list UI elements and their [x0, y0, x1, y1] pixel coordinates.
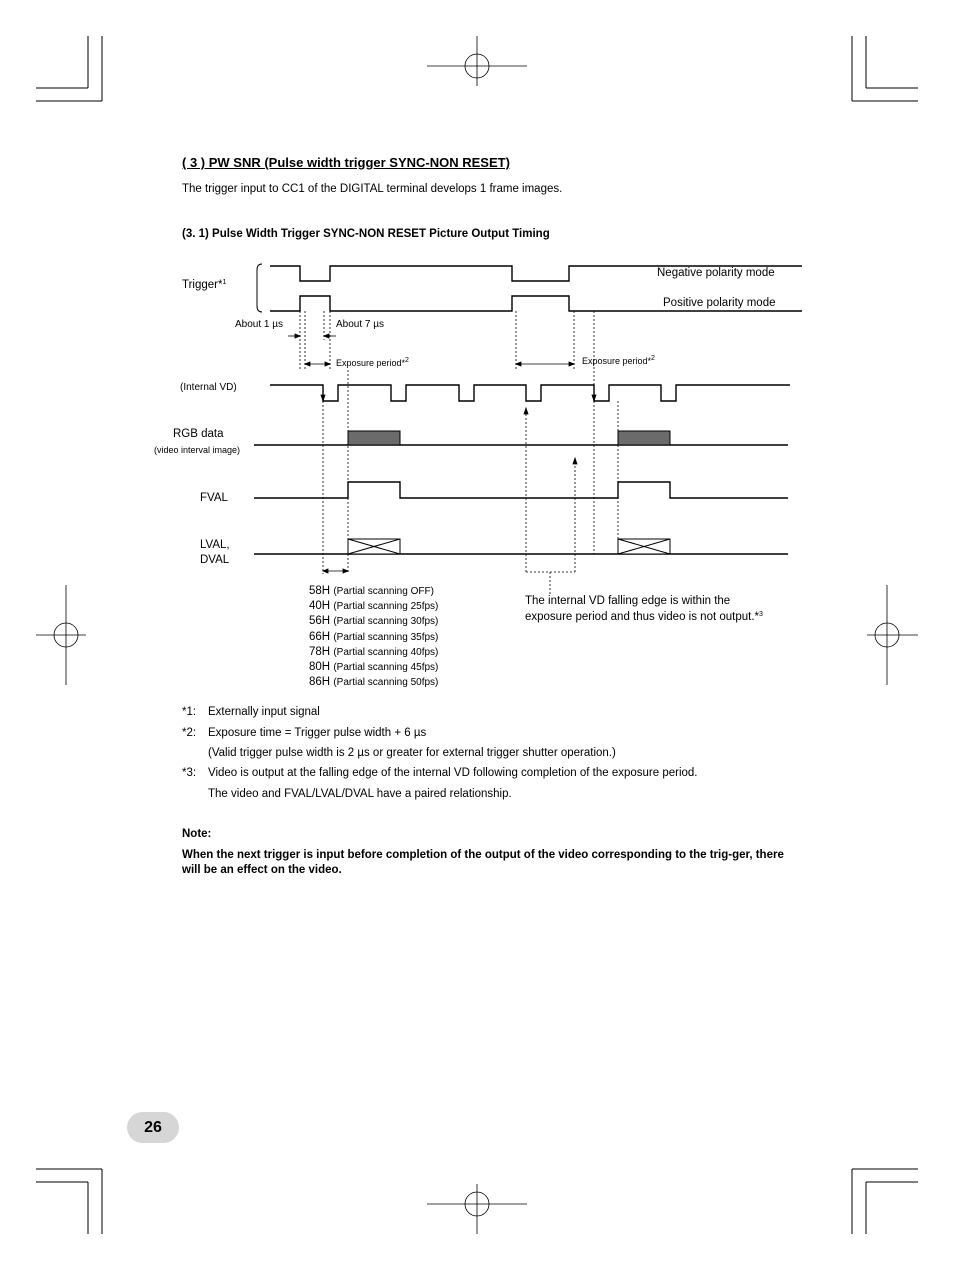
fval-label: FVAL: [200, 492, 228, 504]
scan-row: 66H (Partial scanning 35fps): [309, 630, 439, 643]
footnote-2: *2:: [182, 727, 197, 739]
page-number: 26: [127, 1112, 179, 1143]
trigger-label: Trigger*$^1$: [182, 279, 227, 291]
scan-row: 56H (Partial scanning 30fps): [309, 615, 439, 628]
dval-label: DVAL: [200, 554, 230, 566]
fval-waveform: [254, 482, 788, 498]
rgb-block-2: [618, 431, 670, 445]
subsection-title: (3. 1) Pulse Width Trigger SYNC-NON RESET Picture Output Timing: [182, 228, 550, 240]
arrows: [288, 334, 596, 573]
rgb-block-1: [348, 431, 400, 445]
rgb-data-label: RGB data: [173, 428, 224, 440]
registration-targets: [36, 36, 918, 1234]
footnote-2-cont: (Valid trigger pulse width is 2 µs or greater for external trigger shutter operation.): [208, 747, 616, 759]
scan-row: 78H (Partial scanning 40fps): [309, 645, 439, 658]
about-1us-label: About 1 µs: [235, 319, 284, 330]
scan-row: 58H (Partial scanning OFF): [309, 585, 434, 597]
crop-marks: [36, 36, 918, 1234]
vd-note-line-1: The internal VD falling edge is within the: [525, 595, 731, 607]
negative-polarity-label: Negative polarity mode: [657, 267, 775, 279]
note-heading: Note:: [182, 828, 212, 840]
footnote-3-text: Video is output at the falling edge of the internal VD following completion of the exposure period.: [208, 767, 698, 779]
exposure-period-label-1: Exposure period*$^2$: [336, 357, 409, 368]
footnote-1-text: Externally input signal: [208, 706, 320, 718]
exposure-period-label-2: Exposure period*$^2$: [582, 355, 655, 366]
internal-vd-label: (Internal VD): [180, 382, 237, 393]
scan-row: 86H (Partial scanning 50fps): [309, 676, 439, 689]
footnote-3: *3:: [182, 767, 197, 779]
positive-polarity-label: Positive polarity mode: [663, 297, 776, 309]
scan-list: [309, 584, 438, 690]
intro-text: The trigger input to CC1 of the DIGITAL terminal develops 1 frame images.: [182, 183, 563, 195]
scan-row: 80H (Partial scanning 45fps): [309, 661, 439, 674]
scan-row: 40H (Partial scanning 25fps): [309, 600, 439, 613]
note-body: When the next trigger is input before completion of the output of the video corresponding to the trig-ger, there will be an effect on the video.: [182, 849, 784, 876]
rgb-data-sublabel: (video interval image): [154, 445, 241, 455]
vd-note-line-2: exposure period and thus video is not output.*$^3$: [525, 611, 763, 623]
footnote-3-cont: The video and FVAL/LVAL/DVAL have a paired relationship.: [208, 788, 512, 800]
footnote-2-text: Exposure time = Trigger pulse width + 6 µs: [208, 727, 427, 739]
dashed-guides: [300, 311, 618, 594]
section-title: ( 3 ) PW SNR (Pulse width trigger SYNC-NON RESET): [182, 155, 510, 170]
lval-label: LVAL,: [200, 539, 230, 551]
about-7us-label: About 7 µs: [336, 319, 385, 330]
lval-blocks: [348, 539, 670, 554]
footnote-1: *1:: [182, 706, 197, 718]
